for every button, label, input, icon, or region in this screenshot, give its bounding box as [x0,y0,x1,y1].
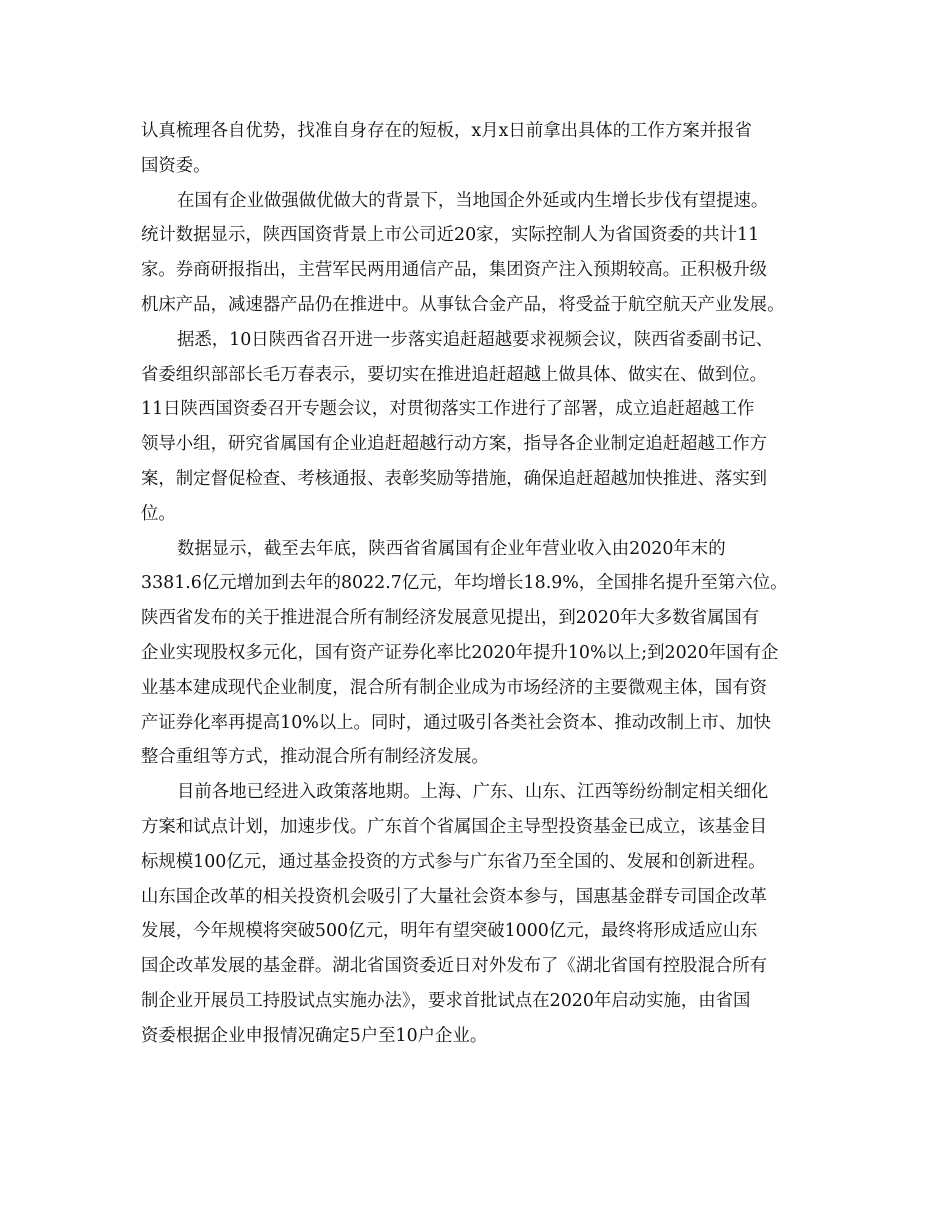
text-line: 国资委。 [141,155,211,176]
text-line: 统计数据显示，陕西国资背景上市公司近20家，实际控制人为省国资委的共计11 [141,225,760,246]
text-line: 省委组织部部长毛万春表示，要切实在推进追赶超越上做具体、做实在、做到位。 [141,364,768,385]
text-line: 制企业开展员工持股试点实施办法》，要求首批试点在2020年启动实施，由省国 [141,990,751,1011]
text-line: 业基本建成现代企业制度，混合所有制企业成为市场经济的主要微观主体，国有资 [141,677,768,698]
paragraph-first-line: 目前各地已经进入政策落地期。上海、广东、山东、江西等纷纷制定相关细化 [177,782,769,803]
text-line: 标规模100亿元，通过基金投资的方式参与广东省乃至全国的、发展和创新进程。 [141,851,766,872]
text-line: 11日陕西国资委召开专题会议，对贯彻落实工作进行了部署，成立追赶超越工作 [141,399,755,420]
text-line: 产证券化率再提高10%以上。同时，通过吸引各类社会资本、推动改制上市、加快 [141,712,771,733]
text-line: 陕西省发布的关于推进混合所有制经济发展意见提出，到2020年大多数省属国有 [141,608,760,629]
text-line: 国企改革发展的基金群。湖北省国资委近日对外发布了《湖北省国有控股混合所有 [141,956,768,977]
text-line: 山东国企改革的相关投资机会吸引了大量社会资本参与，国惠基金群专司国企改革 [141,886,768,907]
paragraph-first-line: 据悉，10日陕西省召开进一步落实追赶超越要求视频会议，陕西省委副书记、 [177,329,774,350]
text-line: 企业实现股权多元化，国有资产证券化率比2020年提升10%以上;到2020年国有企 [141,642,779,663]
text-line: 资委根据企业申报情况确定5户至10户企业。 [141,1025,488,1046]
text-line: 3381.6亿元增加到去年的8022.7亿元，年均增长18.9%，全国排名提升至第六位。 [141,573,788,594]
text-line: 机床产品，减速器产品仍在推进中。从事钛合金产品，将受益于航空航天产业发展。 [141,294,785,315]
paragraph-first-line: 在国有企业做强做优做大的背景下，当地国企外延或内生增长步伐有望提速。 [177,190,769,211]
text-line: 认真梳理各自优势，找准自身存在的短板，x月x日前拿出具体的工作方案并报省 [141,121,752,141]
text-line: 位。 [141,503,176,524]
text-line: 发展，今年规模将突破500亿元，明年有望突破1000亿元，最终将形成适应山东 [141,921,758,942]
text-line: 家。券商研报指出，主营军民两用通信产品，集团资产注入预期较高。正积极升级 [141,260,768,281]
paragraph-first-line: 数据显示，截至去年底，陕西省省属国有企业年营业收入由2020年末的 [177,538,726,559]
text-line: 案，制定督促检查、考核通报、表彰奖励等措施，确保追赶超越加快推进、落实到 [141,468,768,489]
text-line: 整合重组等方式，推动混合所有制经济发展。 [141,747,489,768]
document-body [141,114,831,1054]
text-line: 领导小组，研究省属国有企业追赶超越行动方案，指导各企业制定追赶超越工作方 [141,434,768,455]
text-line: 方案和试点计划，加速步伐。广东首个省属国企主导型投资基金已成立，该基金目 [141,816,768,837]
